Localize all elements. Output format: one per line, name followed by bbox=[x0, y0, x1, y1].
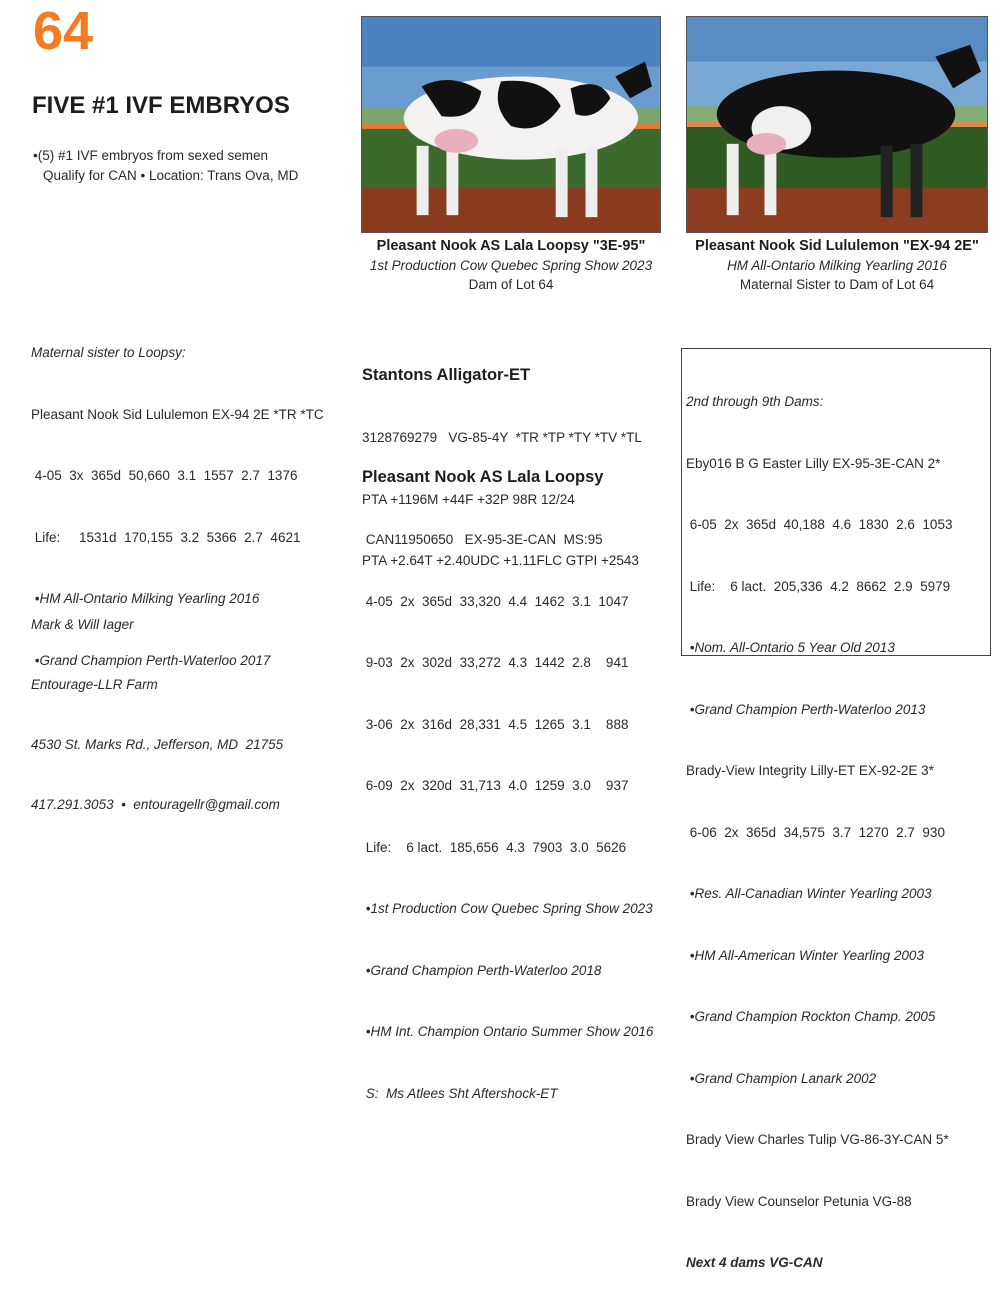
sister-award: •Grand Champion Perth-Waterloo 2017 bbox=[31, 652, 271, 668]
sister-label: Maternal sister to Loopsy: bbox=[31, 345, 186, 360]
sister-classification: EX-94 2E *TR *TC bbox=[208, 406, 324, 422]
sister-award: •HM All-Ontario Milking Yearling 2016 bbox=[31, 591, 260, 606]
dam2-record: Life: 6 lact. 205,336 4.2 8662 2.9 5979 bbox=[686, 578, 951, 594]
dam3-award: •Grand Champion Lanark 2002 bbox=[686, 1070, 877, 1086]
ancestry-heading: 2nd through 9th Dams: bbox=[686, 394, 824, 409]
ancestry-box bbox=[681, 348, 991, 1270]
sister-record: 4-05 3x 365d 50,660 3.1 1557 2.7 1376 bbox=[31, 468, 298, 483]
sister-photo-award: HM All-Ontario Milking Yearling 2016 bbox=[727, 258, 947, 273]
dam2-name-line bbox=[686, 454, 990, 475]
dam2-name: Eby016 B G Easter Lilly bbox=[686, 455, 829, 471]
location-bullet: Qualify for CAN • Location: Trans Ova, MD bbox=[43, 168, 299, 183]
embryo-bullet: •(5) #1 IVF embryos from sexed semen bbox=[33, 148, 269, 163]
sister-photo bbox=[686, 16, 988, 233]
lot-headline: FIVE #1 IVF EMBRYOS bbox=[32, 92, 290, 119]
ancestry-footer: Next 4 dams VG-CAN bbox=[686, 1255, 823, 1270]
sister-photo-relation: Maternal Sister to Dam of Lot 64 bbox=[739, 277, 935, 292]
sister-photo-caption bbox=[676, 237, 998, 294]
consignor-name: Mark & Will Iager bbox=[31, 617, 134, 632]
dam-award: •HM Int. Champion Ontario Summer Show 2016 bbox=[362, 1024, 654, 1039]
consignor-farm: Entourage-LLR Farm bbox=[31, 677, 158, 692]
consignor-phone-email: 417.291.3053 • entouragellr@gmail.com bbox=[31, 797, 280, 812]
dam-award: •1st Production Cow Quebec Spring Show 2023 bbox=[362, 901, 653, 916]
sister-photo-name: Pleasant Nook Sid Lululemon "EX-94 2E" bbox=[695, 238, 979, 254]
dam-photo-award: 1st Production Cow Quebec Spring Show 2023 bbox=[369, 258, 653, 273]
dam3-name-line bbox=[686, 761, 990, 782]
dam2-award: •Grand Champion Perth-Waterloo 2013 bbox=[686, 701, 926, 717]
dam5-name: Brady View Counselor Petunia bbox=[686, 1193, 869, 1209]
dam-name: Pleasant Nook AS Lala Loopsy bbox=[362, 468, 604, 486]
sire-line: 3128769279 VG-85-4Y *TR *TP *TY *TV *TL bbox=[362, 430, 642, 445]
dam-record: 3-06 2x 316d 28,331 4.5 1265 3.1 888 bbox=[362, 716, 629, 732]
dam3-award: •Grand Champion Rockton Champ. 2005 bbox=[686, 1009, 936, 1024]
sister-record: Life: 1531d 170,155 3.2 5366 2.7 4621 bbox=[31, 529, 301, 545]
dam-photo-caption bbox=[350, 237, 672, 294]
sire-name: Stantons Alligator-ET bbox=[362, 366, 531, 384]
dam5-classification: VG-88 bbox=[868, 1193, 912, 1209]
dam-record: 6-09 2x 320d 31,713 4.0 1259 3.0 937 bbox=[362, 778, 629, 793]
dam-record: 4-05 2x 365d 33,320 4.4 1462 3.1 1047 bbox=[362, 593, 629, 609]
dam-record: 9-03 2x 302d 33,272 4.3 1442 2.8 941 bbox=[362, 655, 629, 670]
sire-line: PTA +1196M +44F +32P 98R 12/24 bbox=[362, 491, 575, 507]
lot-number: 64 bbox=[33, 1, 94, 61]
dam2-award: •Nom. All-Ontario 5 Year Old 2013 bbox=[686, 640, 895, 655]
dam4-name: Brady View Charles Tulip bbox=[686, 1132, 837, 1147]
dam3-name: Brady-View Integrity Lilly-ET bbox=[686, 763, 856, 778]
dam-block bbox=[362, 424, 653, 1125]
dam3-award: •HM All-American Winter Yearling 2003 bbox=[686, 947, 924, 963]
dam-sire-line: S: Ms Atlees Sht Aftershock-ET bbox=[362, 1085, 558, 1101]
dam-photo bbox=[361, 16, 661, 233]
dam-photo-relation: Dam of Lot 64 bbox=[468, 277, 554, 292]
sister-name: Pleasant Nook Sid Lululemon bbox=[31, 406, 209, 422]
dam3-award: •Res. All-Canadian Winter Yearling 2003 bbox=[686, 886, 932, 901]
dam5-name-line bbox=[686, 1192, 990, 1213]
dam4-classification: VG-86-3Y-CAN 5* bbox=[836, 1132, 949, 1147]
dam-record: Life: 6 lact. 185,656 4.3 7903 3.0 5626 bbox=[362, 839, 627, 855]
dam2-classification: EX-95-3E-CAN 2* bbox=[828, 455, 941, 471]
dam4-name-line bbox=[686, 1130, 990, 1151]
dam-photo-name: Pleasant Nook AS Lala Loopsy "3E-95" bbox=[376, 238, 646, 254]
dam-award: •Grand Champion Perth-Waterloo 2018 bbox=[362, 962, 602, 978]
sister-name-line bbox=[31, 405, 324, 426]
holstein-cow-photo bbox=[687, 17, 987, 232]
dam-line: CAN11950650 EX-95-3E-CAN MS:95 bbox=[362, 532, 603, 547]
consignor-contact bbox=[31, 575, 283, 835]
dam2-record: 6-05 2x 365d 40,188 4.6 1830 2.6 1053 bbox=[686, 517, 953, 532]
lot-description bbox=[33, 146, 298, 186]
consignor-address: 4530 St. Marks Rd., Jefferson, MD 21755 bbox=[31, 737, 284, 752]
dam3-record: 6-06 2x 365d 34,575 3.7 1270 2.7 930 bbox=[686, 824, 945, 840]
sire-line: PTA +2.64T +2.40UDC +1.11FLC GTPI +2543 bbox=[362, 553, 639, 568]
dam3-classification: EX-92-2E 3* bbox=[855, 763, 934, 778]
holstein-cow-photo bbox=[362, 17, 660, 232]
